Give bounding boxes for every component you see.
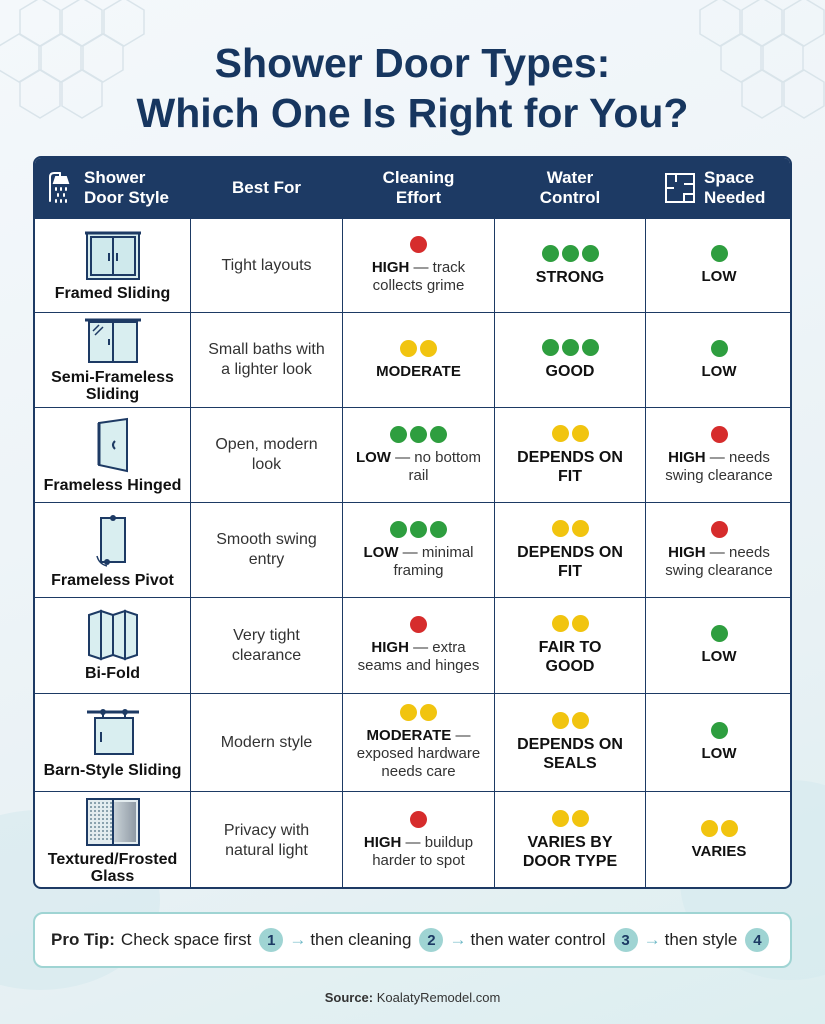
table-cell-water <box>495 694 645 791</box>
red-dot <box>711 426 728 443</box>
space-rating-dots <box>711 625 728 642</box>
header-cleaning <box>343 158 494 218</box>
green-dot <box>410 521 427 538</box>
header-style <box>35 158 190 218</box>
page-title <box>0 38 825 138</box>
tip-step-4: then style <box>664 930 738 949</box>
table-cell-cleaning <box>343 792 494 889</box>
tip-step-1: Check space first <box>120 930 252 949</box>
cleaning-level: LOW <box>363 543 399 561</box>
title-line-2: Which One Is Right for You? <box>136 90 689 136</box>
header-best-for-label: Best For <box>232 178 301 197</box>
header-space <box>646 158 792 218</box>
cleaning-rating-dots <box>390 521 447 538</box>
frosted-glass-icon <box>85 797 141 847</box>
table-cell-space <box>646 792 792 889</box>
water-level: STRONG <box>535 268 605 286</box>
cleaning-note: — no bottom rail <box>390 448 482 484</box>
red-dot <box>711 521 728 538</box>
table-cell-space <box>646 694 792 791</box>
cleaning-note: — minimal framing <box>393 543 474 579</box>
yellow-dot <box>420 340 437 357</box>
cleaning-note: — buildup harder to spot <box>372 834 474 869</box>
space-rating-dots <box>701 820 738 837</box>
green-dot <box>562 339 579 356</box>
table-cell-style <box>35 598 190 693</box>
header-style-label: Shower Door Style <box>84 168 170 207</box>
water-level: DEPENDS ON SEALS <box>517 736 623 772</box>
cleaning-note: — exposed hardware needs care <box>356 727 481 780</box>
step-number-2: 2 <box>419 928 443 952</box>
table-cell-space <box>646 219 792 312</box>
yellow-dot <box>552 810 569 827</box>
cleaning-level: HIGH <box>371 639 409 656</box>
cleaning-rating-dots <box>400 340 437 357</box>
water-level: GOOD <box>545 363 595 380</box>
space-rating-dots <box>711 340 728 357</box>
shower-head-icon <box>46 171 76 205</box>
table-cell-style <box>35 408 190 502</box>
cleaning-level: HIGH <box>371 259 410 276</box>
water-level: DEPENDS ON FIT <box>517 448 623 485</box>
water-rating-dots <box>552 520 589 537</box>
best-for-text: Smooth swing entry <box>216 531 317 568</box>
cleaning-level: LOW <box>355 448 391 466</box>
space-level: LOW <box>701 648 737 665</box>
yellow-dot <box>572 615 589 632</box>
table-cell-style <box>35 313 190 407</box>
frameless-hinged-door-icon <box>91 417 135 473</box>
red-dot <box>410 616 427 633</box>
step-number-4: 4 <box>745 928 769 952</box>
cleaning-rating-dots <box>410 811 427 828</box>
green-dot <box>390 426 407 443</box>
table-cell-water <box>495 313 645 407</box>
arrow-right-icon: → <box>289 930 307 949</box>
space-level: LOW <box>701 745 737 762</box>
space-level: VARIES <box>691 843 747 860</box>
red-dot <box>410 811 427 828</box>
yellow-dot <box>552 615 569 632</box>
pro-tip-lead: Pro Tip: <box>51 930 115 949</box>
comparison-table <box>33 156 792 889</box>
frameless-pivot-door-icon <box>91 512 135 568</box>
table-cell-best-for <box>191 792 342 889</box>
door-style-name: Semi-Frameless Sliding <box>51 369 174 403</box>
source-value: KoalatyRemodel.com <box>376 990 501 1005</box>
green-dot <box>390 521 407 538</box>
yellow-dot <box>572 425 589 442</box>
table-cell-space <box>646 598 792 693</box>
green-dot <box>430 426 447 443</box>
table-cell-style <box>35 694 190 791</box>
floor-plan-icon <box>664 172 696 204</box>
best-for-text: Privacy with natural light <box>223 821 310 859</box>
tip-step-3: then water control <box>470 930 606 949</box>
water-rating-dots <box>552 615 589 632</box>
table-cell-cleaning <box>343 219 494 312</box>
green-dot <box>582 339 599 356</box>
green-dot <box>562 245 579 262</box>
table-cell-water <box>495 598 645 693</box>
header-best-for <box>191 158 342 218</box>
table-cell-best-for <box>191 598 342 693</box>
table-cell-space <box>646 408 792 502</box>
table-cell-cleaning <box>343 313 494 407</box>
door-style-name: Framed Sliding <box>54 285 171 302</box>
yellow-dot <box>721 820 738 837</box>
cleaning-level: MODERATE <box>366 727 452 744</box>
best-for-text: Open, modern look <box>215 436 318 473</box>
table-cell-best-for <box>191 408 342 502</box>
green-dot <box>711 722 728 739</box>
table-cell-best-for <box>191 219 342 312</box>
water-level: DEPENDS ON FIT <box>517 543 623 580</box>
source-label: Source: <box>324 990 374 1005</box>
best-for-text: Small baths with a lighter look <box>208 341 325 378</box>
green-dot <box>542 245 559 262</box>
header-space-label: Space Needed <box>704 168 766 207</box>
barn-style-door-icon <box>85 706 141 758</box>
table-cell-cleaning <box>343 598 494 693</box>
step-number-3: 3 <box>614 928 638 952</box>
table-cell-space <box>646 503 792 597</box>
cleaning-rating-dots <box>390 426 447 443</box>
space-note: — needs swing clearance <box>665 543 773 579</box>
tip-step-2: then cleaning <box>310 930 412 949</box>
green-dot <box>430 521 447 538</box>
yellow-dot <box>552 712 569 729</box>
space-level: HIGH <box>668 448 706 466</box>
door-style-name: Frameless Pivot <box>51 571 174 589</box>
space-level: HIGH <box>668 543 706 561</box>
space-rating-dots <box>711 426 728 443</box>
yellow-dot <box>572 520 589 537</box>
pro-tip-banner <box>33 912 792 968</box>
table-cell-water <box>495 792 645 889</box>
table-cell-style <box>35 792 190 889</box>
water-rating-dots <box>542 245 599 262</box>
table-cell-cleaning <box>343 503 494 597</box>
table-cell-best-for <box>191 503 342 597</box>
header-water-label: Water Control <box>539 168 601 207</box>
header-cleaning-label: Cleaning Effort <box>382 168 455 207</box>
cleaning-level: MODERATE <box>376 362 461 380</box>
arrow-right-icon: → <box>449 930 467 949</box>
step-number-1: 1 <box>259 928 283 952</box>
cleaning-note: — extra seams and hinges <box>357 639 480 674</box>
space-rating-dots <box>711 521 728 538</box>
green-dot <box>711 625 728 642</box>
space-rating-dots <box>711 245 728 262</box>
space-rating-dots <box>711 722 728 739</box>
green-dot <box>410 426 427 443</box>
green-dot <box>711 340 728 357</box>
red-dot <box>410 236 427 253</box>
yellow-dot <box>572 712 589 729</box>
yellow-dot <box>400 704 417 721</box>
water-rating-dots <box>552 810 589 827</box>
semi-frameless-door-icon <box>85 317 141 365</box>
water-rating-dots <box>552 712 589 729</box>
yellow-dot <box>572 810 589 827</box>
space-level: LOW <box>701 362 737 380</box>
title-line-1: Shower Door Types: <box>214 40 611 86</box>
door-style-name: Frameless Hinged <box>43 476 182 494</box>
source-credit <box>0 990 825 1005</box>
space-note: — needs swing clearance <box>665 448 773 484</box>
cleaning-rating-dots <box>400 704 437 721</box>
green-dot <box>582 245 599 262</box>
green-dot <box>542 339 559 356</box>
cleaning-note: — track collects grime <box>372 259 466 294</box>
green-dot <box>711 245 728 262</box>
space-level: LOW <box>701 268 737 285</box>
table-cell-style <box>35 503 190 597</box>
table-cell-best-for <box>191 694 342 791</box>
header-water <box>495 158 645 218</box>
cleaning-rating-dots <box>410 236 427 253</box>
water-rating-dots <box>542 339 599 356</box>
bi-fold-door-icon <box>85 609 141 661</box>
best-for-text: Tight layouts <box>221 256 312 274</box>
table-cell-water <box>495 219 645 312</box>
table-cell-cleaning <box>343 694 494 791</box>
cleaning-level: HIGH <box>363 834 402 851</box>
cleaning-rating-dots <box>410 616 427 633</box>
water-level: FAIR TO GOOD <box>538 639 602 675</box>
water-rating-dots <box>552 425 589 442</box>
framed-sliding-door-icon <box>85 229 141 281</box>
yellow-dot <box>552 425 569 442</box>
yellow-dot <box>701 820 718 837</box>
table-cell-style <box>35 219 190 312</box>
door-style-name: Barn-Style Sliding <box>43 762 182 779</box>
best-for-text: Very tight clearance <box>231 626 302 664</box>
table-cell-cleaning <box>343 408 494 502</box>
table-cell-water <box>495 503 645 597</box>
door-style-name: Bi-Fold <box>84 665 141 682</box>
yellow-dot <box>400 340 417 357</box>
water-level: VARIES BY DOOR TYPE <box>522 834 618 870</box>
table-cell-best-for <box>191 313 342 407</box>
table-cell-water <box>495 408 645 502</box>
door-style-name: Textured/Frosted Glass <box>47 850 178 885</box>
arrow-right-icon: → <box>643 930 661 949</box>
yellow-dot <box>552 520 569 537</box>
best-for-text: Modern style <box>220 733 313 751</box>
yellow-dot <box>420 704 437 721</box>
table-cell-space <box>646 313 792 407</box>
